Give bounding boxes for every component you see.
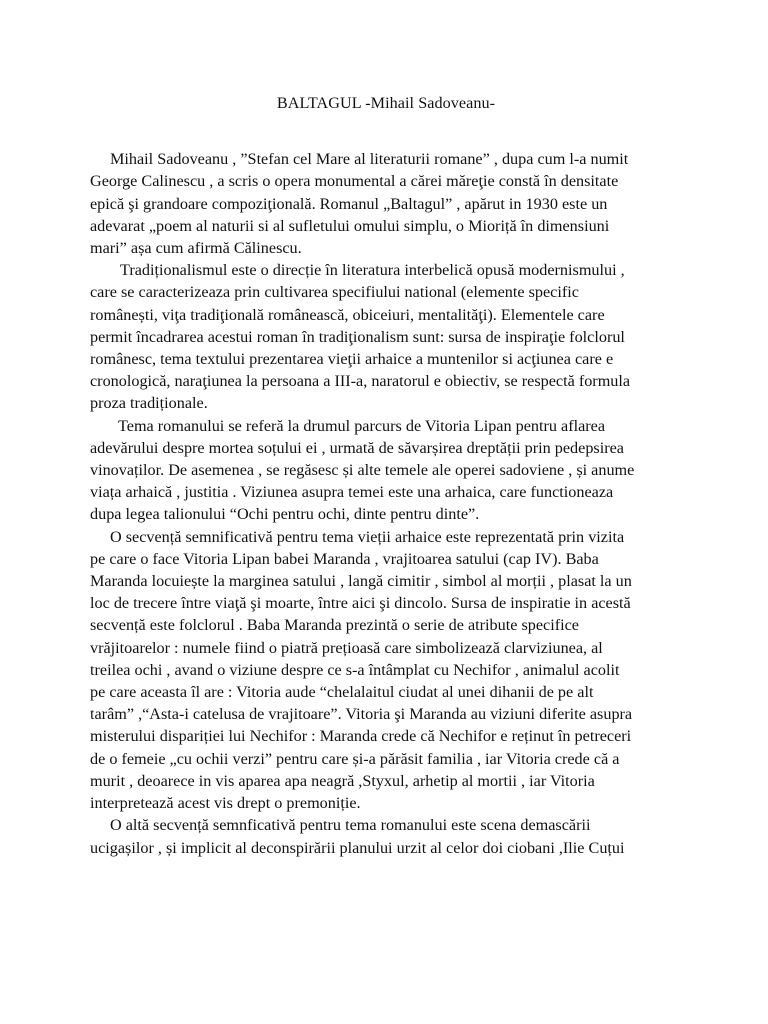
text-line: vinovaților. De asemenea , se regăsesc și alte temele ale operei sadoviene , și anume [90,461,635,480]
text-line: George Calinescu , a scris o opera monumental a cărei măreţie constă în densitate [90,172,619,191]
text-line: cronologică, naraţiunea la persoana a III-a, naratorul e obiectiv, se respectă formula [90,372,631,391]
text-line: loc de trecere între viaţă şi moarte, între aici şi dincolo. Sursa de inspiratie in acestă [90,594,631,613]
paragraph-theme [90,415,682,526]
text-line: secvență este folclorul . Baba Maranda prezintă o serie de atribute specifice [90,616,579,635]
text-line: adevarat „poem al naturii si al sufletului omului simplu, o Mioriță în dimensiuni [90,216,610,235]
text-line: dupa legea talionului “Ochi pentru ochi, dinte pentru dinte”. [90,505,480,524]
text-line: viața arhaică , justitia . Viziunea asupra temei este una arhaica, care functioneaza [90,483,614,502]
text-line: mari” așa cum afirmă Călinescu. [90,239,302,258]
text-line: permit încadrarea acestui roman în tradiţionalism sunt: sursa de inspiraţie folclorul [90,327,625,346]
text-line: adevărului despre mortea soțului ei , urmată de săvarșirea dreptății prin pedepsirea [90,438,624,457]
paragraph-sequence-unmasking [90,814,682,858]
text-line: misterului dispariției lui Nechifor : Maranda crede că Nechifor e reținut în petreceri [90,727,632,746]
text-line: care se caracterizeaza prin cultivarea specifiului national (elemente specific [90,283,579,302]
text-line: Maranda locuiește la marginea satului , langă cimitir , simbol al morții , plasat la un [90,572,632,591]
paragraph-intro [90,148,682,259]
text-line: interpretează acest vis drept o premoniție. [90,794,361,813]
text-line: tarâm” ,“Asta-i catelusa de vrajitoare”. Vitoria şi Maranda au viziuni diferite asupra [90,705,633,724]
paragraph-sequence-maranda [90,526,682,815]
text-line: O altă secvență semnficativă pentru tema romanului este scena demascării [110,816,591,835]
text-line: ucigașilor , și implicit al deconspirării planului urzit al celor doi ciobani ,Ilie Cuțui [90,838,625,857]
text-line: Tradiționalismul este o direcție în literatura interbelică opusă modernismului , [120,261,625,280]
document-title: BALTAGUL -Mihail Sadoveanu- [276,94,496,112]
text-line: vrăjitoarelor : numele fiind o piatră prețioasă care simbolizează clarviziunea, al [90,638,603,657]
text-line: epică şi grandoare compoziţională. Romanul „Baltagul” , apărut in 1930 este un [90,194,608,213]
text-line: de o femeie „cu ochii verzi” pentru care și-a părăsit familia , iar Vitoria crede că a [90,749,620,768]
text-line: proza tradiționale. [90,394,208,413]
text-line: treilea ochi , avand o viziune despre ce s-a întâmplat cu Nechifor , animalul acolit [90,660,620,679]
text-line: românești, viţa tradiţională românească, obiceiuri, mentalităţi). Elementele care [90,305,605,324]
text-line: românesc, tema textului prezentarea vieţii arhaice a muntenilor si acţiunea care e [90,350,614,369]
paragraph-traditionalism [90,259,682,414]
text-line: O secvență semnificativă pentru tema vieții arhaice este reprezentată prin vizita [110,527,625,546]
text-line: murit , deoarece in vis aparea apa neagră ,Styxul, arhetip al mortii , iar Vitoria [90,771,595,790]
text-line: pe care o face Vitoria Lipan babei Maranda , vrajitoarea satului (cap IV). Baba [90,549,599,568]
text-line: Mihail Sadoveanu , ”Stefan cel Mare al literaturii romane” , dupa cum l-a numit [110,150,629,169]
text-line: Tema romanului se referă la drumul parcurs de Vitoria Lipan pentru aflarea [118,416,606,435]
text-line: pe care aceasta îl are : Vitoria aude “chelalaitul ciudat al unei dihanii de pe alt [90,683,594,702]
